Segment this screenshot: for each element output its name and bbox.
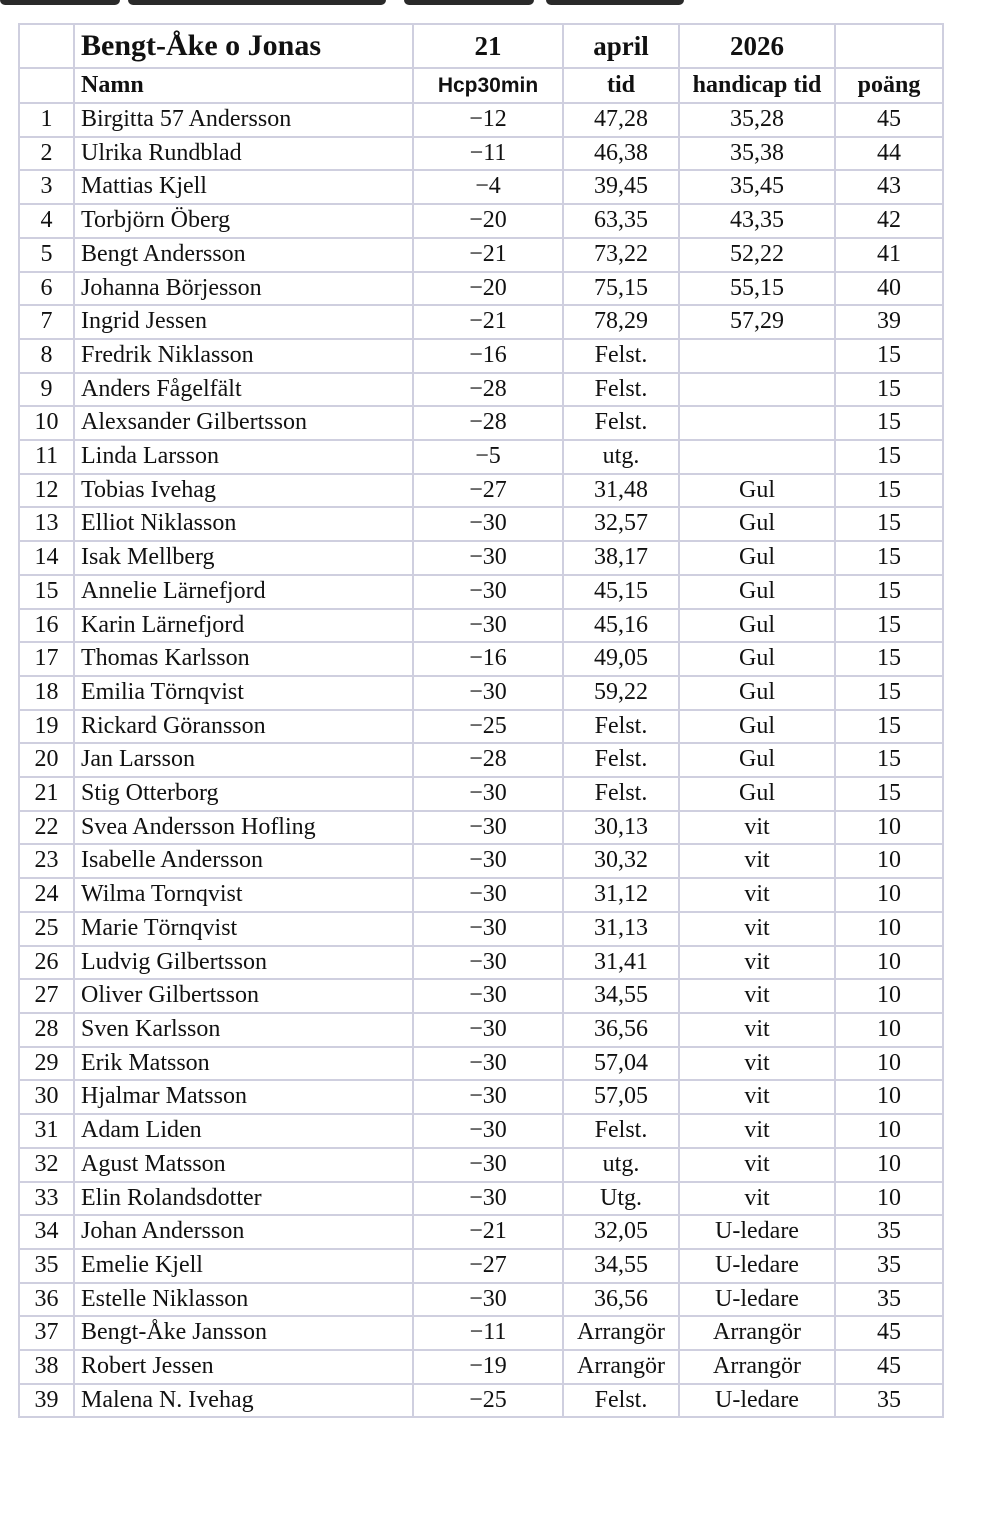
- table-row: [19, 609, 943, 643]
- handicap-time-value: vit: [679, 878, 835, 912]
- points-value: 42: [835, 204, 943, 238]
- handicap-time-value: Gul: [679, 642, 835, 676]
- hcp-value: −21: [413, 1215, 563, 1249]
- table-row: [19, 541, 943, 575]
- row-number: 16: [19, 609, 74, 643]
- hcp-value: −25: [413, 710, 563, 744]
- hcp-value: −30: [413, 1080, 563, 1114]
- row-number: 4: [19, 204, 74, 238]
- row-number: 30: [19, 1080, 74, 1114]
- points-value: 35: [835, 1215, 943, 1249]
- row-number: 8: [19, 339, 74, 373]
- handicap-time-value: vit: [679, 979, 835, 1013]
- hcp-value: −30: [413, 912, 563, 946]
- title-empty-cell: [835, 24, 943, 68]
- hcp-value: −20: [413, 204, 563, 238]
- participant-name: Robert Jessen: [74, 1350, 413, 1384]
- row-number: 29: [19, 1047, 74, 1081]
- participant-name: Birgitta 57 Andersson: [74, 103, 413, 137]
- tab-shadow-2: [128, 0, 386, 5]
- handicap-time-value: Gul: [679, 474, 835, 508]
- hcp-value: −25: [413, 1384, 563, 1418]
- points-value: 15: [835, 777, 943, 811]
- row-number: 27: [19, 979, 74, 1013]
- participant-name: Isak Mellberg: [74, 541, 413, 575]
- handicap-time-value: 35,38: [679, 137, 835, 171]
- table-row: [19, 103, 943, 137]
- points-value: 10: [835, 1080, 943, 1114]
- handicap-time-value: Arrangör: [679, 1350, 835, 1384]
- table-row: [19, 1080, 943, 1114]
- row-number: 26: [19, 946, 74, 980]
- time-value: 75,15: [563, 272, 679, 306]
- column-header-poang: poäng: [835, 68, 943, 103]
- participant-name: Mattias Kjell: [74, 170, 413, 204]
- participant-name: Torbjörn Öberg: [74, 204, 413, 238]
- time-value: Felst.: [563, 406, 679, 440]
- row-number: 17: [19, 642, 74, 676]
- points-value: 15: [835, 710, 943, 744]
- participant-name: Malena N. Ivehag: [74, 1384, 413, 1418]
- hcp-value: −30: [413, 1148, 563, 1182]
- hcp-value: −30: [413, 1047, 563, 1081]
- table-row: [19, 912, 943, 946]
- participant-name: Svea Andersson Hofling: [74, 811, 413, 845]
- table-row: [19, 272, 943, 306]
- handicap-time-value: vit: [679, 844, 835, 878]
- table-row: [19, 777, 943, 811]
- top-tab-strip: [0, 0, 1000, 6]
- handicap-time-value: vit: [679, 1080, 835, 1114]
- table-row: [19, 1013, 943, 1047]
- table-row: [19, 1316, 943, 1350]
- table-row: [19, 170, 943, 204]
- handicap-time-value: vit: [679, 912, 835, 946]
- table-row: [19, 1283, 943, 1317]
- table-row: [19, 440, 943, 474]
- hcp-value: −30: [413, 1283, 563, 1317]
- points-value: 10: [835, 878, 943, 912]
- handicap-time-value: [679, 339, 835, 373]
- time-value: 78,29: [563, 305, 679, 339]
- points-value: 15: [835, 474, 943, 508]
- time-value: 63,35: [563, 204, 679, 238]
- handicap-time-value: vit: [679, 1114, 835, 1148]
- handicap-time-value: vit: [679, 1182, 835, 1216]
- time-value: 32,05: [563, 1215, 679, 1249]
- row-number: 23: [19, 844, 74, 878]
- row-number: 34: [19, 1215, 74, 1249]
- points-value: 10: [835, 1047, 943, 1081]
- points-value: 39: [835, 305, 943, 339]
- row-number: 33: [19, 1182, 74, 1216]
- event-month: april: [563, 24, 679, 68]
- time-value: 57,05: [563, 1080, 679, 1114]
- handicap-time-value: vit: [679, 811, 835, 845]
- row-number: 37: [19, 1316, 74, 1350]
- event-day: 21: [413, 24, 563, 68]
- time-value: 59,22: [563, 676, 679, 710]
- participant-name: Agust Matsson: [74, 1148, 413, 1182]
- hcp-value: −27: [413, 1249, 563, 1283]
- tab-shadow-3: [404, 0, 534, 5]
- time-value: 57,04: [563, 1047, 679, 1081]
- time-value: utg.: [563, 1148, 679, 1182]
- handicap-time-value: U-ledare: [679, 1215, 835, 1249]
- points-value: 15: [835, 676, 943, 710]
- time-value: Felst.: [563, 710, 679, 744]
- points-value: 35: [835, 1283, 943, 1317]
- header-row: [19, 68, 943, 103]
- row-number: 9: [19, 373, 74, 407]
- row-number: 13: [19, 507, 74, 541]
- participant-name: Marie Törnqvist: [74, 912, 413, 946]
- points-value: 43: [835, 170, 943, 204]
- points-value: 15: [835, 575, 943, 609]
- tab-shadow-1: [0, 0, 120, 5]
- handicap-time-value: vit: [679, 1013, 835, 1047]
- hcp-value: −30: [413, 878, 563, 912]
- points-value: 44: [835, 137, 943, 171]
- row-number: 15: [19, 575, 74, 609]
- row-number: 2: [19, 137, 74, 171]
- handicap-time-value: Arrangör: [679, 1316, 835, 1350]
- participant-name: Bengt Andersson: [74, 238, 413, 272]
- points-value: 40: [835, 272, 943, 306]
- row-number: 35: [19, 1249, 74, 1283]
- handicap-time-value: 35,45: [679, 170, 835, 204]
- table-row: [19, 1215, 943, 1249]
- table-row: [19, 238, 943, 272]
- points-value: 10: [835, 1148, 943, 1182]
- table-row: [19, 339, 943, 373]
- handicap-time-value: vit: [679, 946, 835, 980]
- time-value: 49,05: [563, 642, 679, 676]
- row-number: 20: [19, 743, 74, 777]
- handicap-time-value: Gul: [679, 541, 835, 575]
- row-number: 7: [19, 305, 74, 339]
- table-row: [19, 1148, 943, 1182]
- hcp-value: −21: [413, 238, 563, 272]
- time-value: 31,13: [563, 912, 679, 946]
- row-number: 18: [19, 676, 74, 710]
- column-header-name: Namn: [74, 68, 413, 103]
- participant-name: Elin Rolandsdotter: [74, 1182, 413, 1216]
- participant-name: Hjalmar Matsson: [74, 1080, 413, 1114]
- row-number: 21: [19, 777, 74, 811]
- hcp-value: −21: [413, 305, 563, 339]
- time-value: 45,15: [563, 575, 679, 609]
- table-row: [19, 878, 943, 912]
- time-value: 34,55: [563, 1249, 679, 1283]
- table-row: [19, 575, 943, 609]
- time-value: 36,56: [563, 1013, 679, 1047]
- participant-name: Ulrika Rundblad: [74, 137, 413, 171]
- column-header-tid: tid: [563, 68, 679, 103]
- points-value: 15: [835, 339, 943, 373]
- hcp-value: −11: [413, 1316, 563, 1350]
- title-row: [19, 24, 943, 68]
- handicap-time-value: 55,15: [679, 272, 835, 306]
- time-value: 47,28: [563, 103, 679, 137]
- handicap-time-value: U-ledare: [679, 1249, 835, 1283]
- time-value: Felst.: [563, 777, 679, 811]
- points-value: 41: [835, 238, 943, 272]
- hcp-value: −28: [413, 373, 563, 407]
- time-value: Arrangör: [563, 1350, 679, 1384]
- time-value: 73,22: [563, 238, 679, 272]
- time-value: Utg.: [563, 1182, 679, 1216]
- participant-name: Ingrid Jessen: [74, 305, 413, 339]
- points-value: 10: [835, 1013, 943, 1047]
- handicap-time-value: [679, 440, 835, 474]
- time-value: 46,38: [563, 137, 679, 171]
- time-value: 36,56: [563, 1283, 679, 1317]
- hcp-value: −30: [413, 979, 563, 1013]
- participant-name: Karin Lärnefjord: [74, 609, 413, 643]
- participant-name: Tobias Ivehag: [74, 474, 413, 508]
- row-number: 19: [19, 710, 74, 744]
- table-row: [19, 1384, 943, 1418]
- participant-name: Sven Karlsson: [74, 1013, 413, 1047]
- column-header-hcp: Hcp30min: [413, 68, 563, 103]
- time-value: 30,13: [563, 811, 679, 845]
- participant-name: Linda Larsson: [74, 440, 413, 474]
- table-row: [19, 811, 943, 845]
- points-value: 35: [835, 1249, 943, 1283]
- table-row: [19, 743, 943, 777]
- table-row: [19, 1047, 943, 1081]
- participant-name: Johanna Börjesson: [74, 272, 413, 306]
- time-value: Arrangör: [563, 1316, 679, 1350]
- points-value: 35: [835, 1384, 943, 1418]
- hcp-value: −30: [413, 507, 563, 541]
- hcp-value: −30: [413, 609, 563, 643]
- hcp-value: −30: [413, 844, 563, 878]
- hcp-value: −30: [413, 1114, 563, 1148]
- table-row: [19, 946, 943, 980]
- points-value: 15: [835, 440, 943, 474]
- row-number: 24: [19, 878, 74, 912]
- participant-name: Stig Otterborg: [74, 777, 413, 811]
- row-number: 39: [19, 1384, 74, 1418]
- handicap-time-value: Gul: [679, 575, 835, 609]
- participant-name: Elliot Niklasson: [74, 507, 413, 541]
- table-row: [19, 642, 943, 676]
- hcp-value: −5: [413, 440, 563, 474]
- handicap-time-value: vit: [679, 1148, 835, 1182]
- hcp-value: −19: [413, 1350, 563, 1384]
- handicap-time-value: 52,22: [679, 238, 835, 272]
- time-value: 31,12: [563, 878, 679, 912]
- participant-name: Erik Matsson: [74, 1047, 413, 1081]
- hcp-value: −30: [413, 1182, 563, 1216]
- table-row: [19, 474, 943, 508]
- row-number: 22: [19, 811, 74, 845]
- handicap-time-value: Gul: [679, 676, 835, 710]
- points-value: 10: [835, 946, 943, 980]
- handicap-time-value: 57,29: [679, 305, 835, 339]
- handicap-time-value: Gul: [679, 507, 835, 541]
- handicap-time-value: vit: [679, 1047, 835, 1081]
- participant-name: Estelle Niklasson: [74, 1283, 413, 1317]
- row-number: 1: [19, 103, 74, 137]
- table-row: [19, 406, 943, 440]
- participant-name: Johan Andersson: [74, 1215, 413, 1249]
- header-num-cell: [19, 68, 74, 103]
- handicap-time-value: Gul: [679, 609, 835, 643]
- table-row: [19, 137, 943, 171]
- time-value: 34,55: [563, 979, 679, 1013]
- participant-name: Isabelle Andersson: [74, 844, 413, 878]
- hcp-value: −27: [413, 474, 563, 508]
- points-value: 15: [835, 507, 943, 541]
- tab-shadow-4: [546, 0, 684, 5]
- row-number: 12: [19, 474, 74, 508]
- points-value: 45: [835, 1316, 943, 1350]
- row-number: 11: [19, 440, 74, 474]
- hcp-value: −20: [413, 272, 563, 306]
- handicap-time-value: Gul: [679, 777, 835, 811]
- handicap-time-value: [679, 373, 835, 407]
- handicap-time-value: 35,28: [679, 103, 835, 137]
- results-table: [18, 23, 944, 1418]
- table-row: [19, 844, 943, 878]
- points-value: 10: [835, 844, 943, 878]
- participant-name: Anders Fågelfält: [74, 373, 413, 407]
- table-row: [19, 1350, 943, 1384]
- hcp-value: −4: [413, 170, 563, 204]
- handicap-time-value: U-ledare: [679, 1283, 835, 1317]
- points-value: 15: [835, 373, 943, 407]
- points-value: 45: [835, 103, 943, 137]
- time-value: Felst.: [563, 373, 679, 407]
- participant-name: Adam Liden: [74, 1114, 413, 1148]
- time-value: 38,17: [563, 541, 679, 575]
- time-value: Felst.: [563, 1114, 679, 1148]
- time-value: Felst.: [563, 1384, 679, 1418]
- points-value: 10: [835, 979, 943, 1013]
- participant-name: Alexsander Gilbertsson: [74, 406, 413, 440]
- time-value: Felst.: [563, 339, 679, 373]
- row-number: 32: [19, 1148, 74, 1182]
- handicap-time-value: Gul: [679, 743, 835, 777]
- hcp-value: −30: [413, 676, 563, 710]
- table-row: [19, 204, 943, 238]
- participant-name: Bengt-Åke Jansson: [74, 1316, 413, 1350]
- participant-name: Oliver Gilbertsson: [74, 979, 413, 1013]
- hcp-value: −11: [413, 137, 563, 171]
- table-row: [19, 979, 943, 1013]
- table-row: [19, 373, 943, 407]
- hcp-value: −30: [413, 575, 563, 609]
- points-value: 10: [835, 811, 943, 845]
- table-row: [19, 710, 943, 744]
- handicap-time-value: 43,35: [679, 204, 835, 238]
- time-value: 31,48: [563, 474, 679, 508]
- time-value: 31,41: [563, 946, 679, 980]
- participant-name: Thomas Karlsson: [74, 642, 413, 676]
- points-value: 15: [835, 609, 943, 643]
- hcp-value: −30: [413, 811, 563, 845]
- points-value: 45: [835, 1350, 943, 1384]
- hcp-value: −30: [413, 777, 563, 811]
- time-value: 32,57: [563, 507, 679, 541]
- hcp-value: −12: [413, 103, 563, 137]
- row-number: 14: [19, 541, 74, 575]
- table-row: [19, 1182, 943, 1216]
- hcp-value: −30: [413, 946, 563, 980]
- points-value: 10: [835, 912, 943, 946]
- time-value: 45,16: [563, 609, 679, 643]
- row-number: 5: [19, 238, 74, 272]
- time-value: utg.: [563, 440, 679, 474]
- row-number: 28: [19, 1013, 74, 1047]
- hcp-value: −30: [413, 541, 563, 575]
- row-number: 38: [19, 1350, 74, 1384]
- participant-name: Jan Larsson: [74, 743, 413, 777]
- participant-name: Rickard Göransson: [74, 710, 413, 744]
- handicap-time-value: [679, 406, 835, 440]
- hcp-value: −16: [413, 642, 563, 676]
- points-value: 10: [835, 1182, 943, 1216]
- time-value: 39,45: [563, 170, 679, 204]
- time-value: Felst.: [563, 743, 679, 777]
- row-number: 36: [19, 1283, 74, 1317]
- points-value: 15: [835, 743, 943, 777]
- hcp-value: −30: [413, 1013, 563, 1047]
- time-value: 30,32: [563, 844, 679, 878]
- table-row: [19, 676, 943, 710]
- participant-name: Ludvig Gilbertsson: [74, 946, 413, 980]
- table-row: [19, 1114, 943, 1148]
- column-header-handicap-tid: handicap tid: [679, 68, 835, 103]
- participant-name: Wilma Tornqvist: [74, 878, 413, 912]
- title-num-cell: [19, 24, 74, 68]
- participant-name: Annelie Lärnefjord: [74, 575, 413, 609]
- handicap-time-value: U-ledare: [679, 1384, 835, 1418]
- table-row: [19, 305, 943, 339]
- event-year: 2026: [679, 24, 835, 68]
- points-value: 15: [835, 642, 943, 676]
- participant-name: Emelie Kjell: [74, 1249, 413, 1283]
- hcp-value: −28: [413, 406, 563, 440]
- points-value: 15: [835, 406, 943, 440]
- table-row: [19, 1249, 943, 1283]
- participant-name: Emilia Törnqvist: [74, 676, 413, 710]
- points-value: 10: [835, 1114, 943, 1148]
- points-value: 15: [835, 541, 943, 575]
- event-title: Bengt-Åke o Jonas: [74, 24, 413, 68]
- row-number: 25: [19, 912, 74, 946]
- handicap-time-value: Gul: [679, 710, 835, 744]
- row-number: 31: [19, 1114, 74, 1148]
- table-row: [19, 507, 943, 541]
- row-number: 3: [19, 170, 74, 204]
- row-number: 10: [19, 406, 74, 440]
- participant-name: Fredrik Niklasson: [74, 339, 413, 373]
- hcp-value: −16: [413, 339, 563, 373]
- row-number: 6: [19, 272, 74, 306]
- hcp-value: −28: [413, 743, 563, 777]
